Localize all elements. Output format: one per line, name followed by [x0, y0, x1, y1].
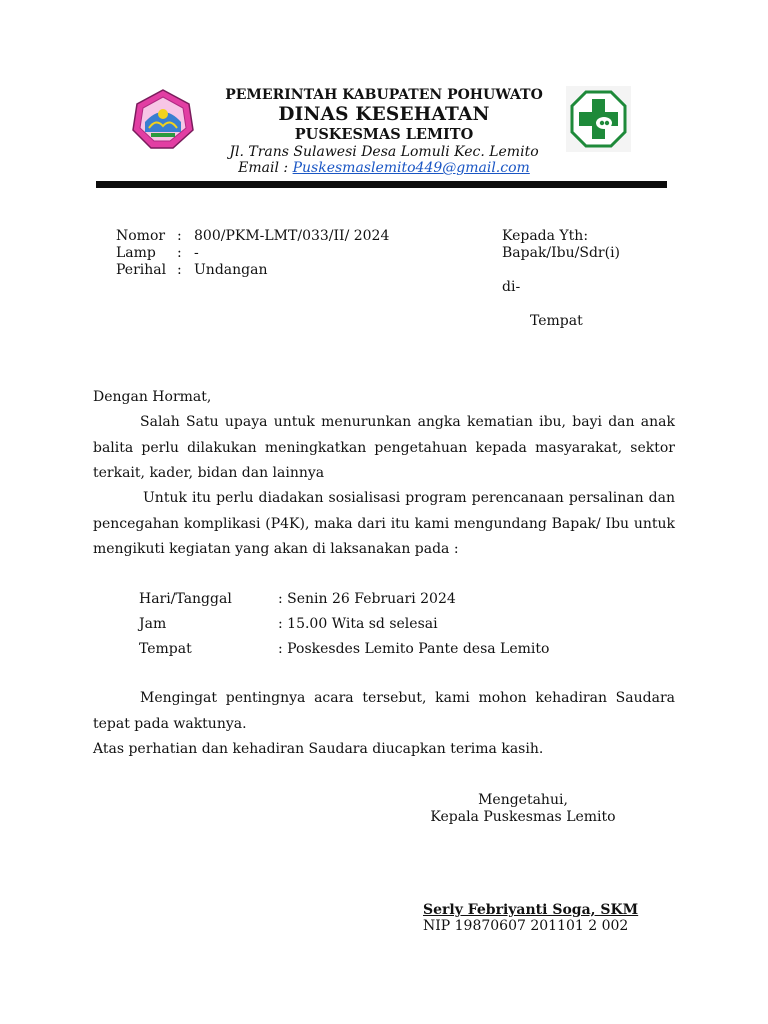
puskesmas-green-cross-icon — [566, 86, 631, 152]
body-paragraph-2: Untuk itu perlu diadakan sosialisasi program perencanaan persalinan dan pencegahan komplikasi (P4K), maka dari itu kami mengundang Bapak/ Ibu untuk mengikuti kegiatan yang akan di laksanakan pada : — [93, 490, 675, 557]
detail-value: : Senin 26 Februari 2024 — [278, 591, 456, 607]
detail-label: Hari/Tanggal — [139, 591, 232, 607]
meta-separator: : — [177, 228, 182, 244]
addressee-recipient: Bapak/Ibu/Sdr(i) — [502, 245, 621, 261]
letterhead-government-line: PEMERINTAH KABUPATEN POHUWATO — [225, 87, 543, 103]
meta-separator: : — [177, 245, 182, 261]
detail-value: : 15.00 Wita sd selesai — [278, 616, 438, 632]
body-paragraph-3: Mengingat pentingnya acara tersebut, kami mohon kehadiran Saudara tepat pada waktunya. — [93, 690, 675, 732]
detail-label: Jam — [139, 616, 167, 632]
letterhead-address: Jl. Trans Sulawesi Desa Lomuli Kec. Lemito — [229, 144, 539, 160]
letterhead-email-line — [200, 160, 568, 176]
email-link[interactable]: Puskesmaslemito449@gmail.com — [292, 160, 530, 176]
greeting: Dengan Hormat, — [93, 389, 212, 405]
detail-row-date — [0, 591, 768, 609]
closing-sentence: Atas perhatian dan kehadiran Saudara diucapkan terima kasih. — [93, 741, 544, 757]
signature-title: Kepala Puskesmas Lemito — [430, 809, 616, 825]
signature-acknowledged: Mengetahui, — [478, 792, 568, 808]
detail-value: : Poskesdes Lemito Pante desa Lemito — [278, 641, 550, 657]
meta-label: Nomor — [116, 228, 166, 244]
meta-label: Lamp — [116, 245, 156, 261]
letterhead-divider — [96, 181, 667, 188]
meta-label: Perihal — [116, 262, 167, 278]
meta-value: Undangan — [194, 262, 268, 278]
meta-value: - — [194, 245, 199, 261]
signer-nip: NIP 19870607 201101 2 002 — [423, 918, 629, 934]
addressee-place: Tempat — [530, 313, 583, 329]
signer-name: Serly Febriyanti Soga, SKM — [423, 902, 639, 918]
email-label: Email : — [238, 160, 293, 176]
addressee-di: di- — [502, 279, 521, 295]
detail-label: Tempat — [139, 641, 192, 657]
pohuwato-regency-seal-icon — [131, 88, 195, 150]
meta-value: 800/PKM-LMT/033/II/ 2024 — [194, 228, 390, 244]
addressee-heading: Kepada Yth: — [502, 228, 589, 244]
detail-row-time — [0, 616, 768, 634]
letterhead-agency-title: DINAS KESEHATAN — [278, 104, 490, 125]
meta-separator: : — [177, 262, 182, 278]
letterhead-office-name: PUSKESMAS LEMITO — [294, 126, 474, 143]
detail-row-place — [0, 641, 768, 659]
body-paragraph-1: Salah Satu upaya untuk menurunkan angka kematian ibu, bayi dan anak balita perlu dilakukan meningkatkan pengetahuan kepada masyarakat, sektor terkait, kader, bidan dan lainnya — [93, 414, 675, 481]
